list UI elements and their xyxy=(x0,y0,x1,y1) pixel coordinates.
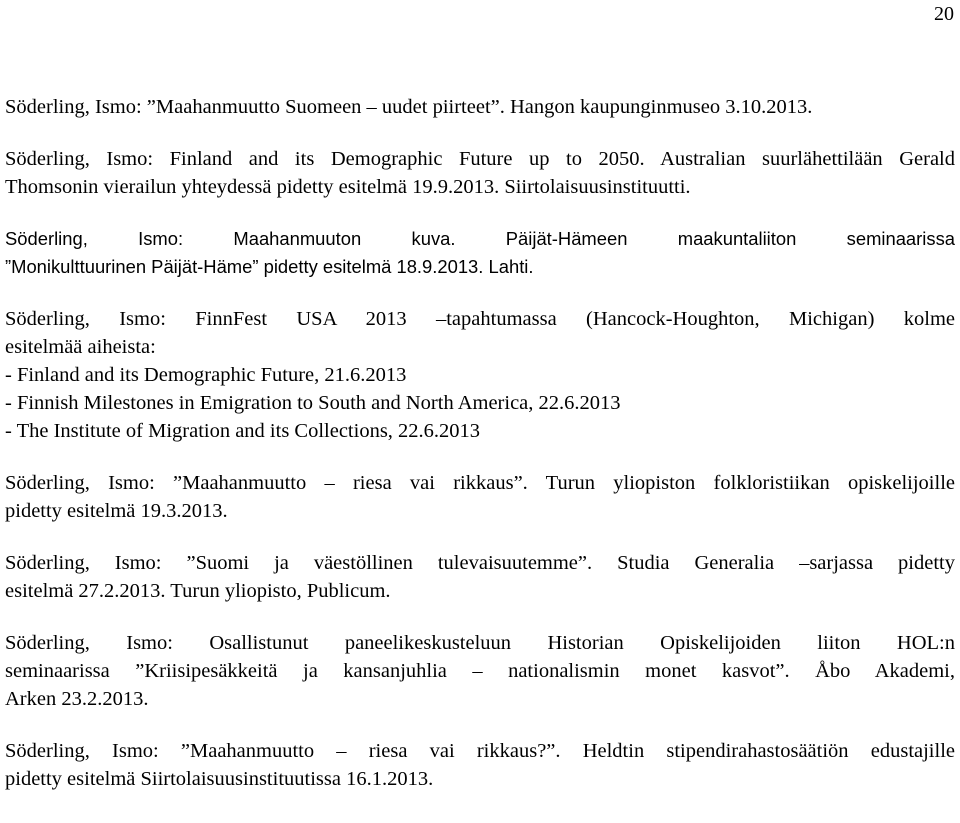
reference-entry-6 xyxy=(5,549,955,605)
entry-line: Söderling, Ismo: Osallistunut paneelikeskusteluun Historian Opiskelijoiden liiton HOL:n xyxy=(5,632,955,654)
entry-line: pidetty esitelmä Siirtolaisuusinstituutissa 16.1.2013. xyxy=(5,768,434,790)
entry-line: ”Monikulttuurinen Päijät-Häme” pidetty esitelmä 18.9.2013. Lahti. xyxy=(5,256,534,277)
entry-line: seminaarissa ”Kriisipesäkkeitä ja kansanjuhlia – nationalismin monet kasvot”. Åbo Akademi, xyxy=(5,660,955,682)
entry-list-item: - Finland and its Demographic Future, 21.6.2013 xyxy=(5,364,407,386)
page-number: 20 xyxy=(934,3,954,25)
entry-line: Söderling, Ismo: ”Maahanmuutto – riesa vai rikkaus”. Turun yliopiston folkloristiikan opiskelijoille xyxy=(5,472,955,494)
entry-line: Thomsonin vierailun yhteydessä pidetty esitelmä 19.9.2013. Siirtolaisuusinstituutti. xyxy=(5,176,691,198)
reference-entry-1 xyxy=(5,93,955,121)
entry-line: Arken 23.2.2013. xyxy=(5,688,149,710)
reference-entry-4 xyxy=(5,305,955,445)
reference-entry-7 xyxy=(5,629,955,713)
entry-line: esitelmä 27.2.2013. Turun yliopisto, Publicum. xyxy=(5,580,391,602)
entry-line: Söderling, Ismo: ”Maahanmuutto – riesa vai rikkaus?”. Heldtin stipendirahastosäätiön edustajille xyxy=(5,740,955,762)
entry-line: esitelmää aiheista: xyxy=(5,336,156,358)
reference-entry-3 xyxy=(5,225,955,281)
entry-line: Söderling, Ismo: ”Maahanmuutto Suomeen – uudet piirteet”. Hangon kaupunginmuseo 3.10.2013. xyxy=(5,96,813,118)
entry-line: Söderling, Ismo: Finland and its Demographic Future up to 2050. Australian suurlähettilään Gerald xyxy=(5,148,955,170)
entry-list-item: - The Institute of Migration and its Collections, 22.6.2013 xyxy=(5,420,481,442)
document-body xyxy=(5,93,955,817)
reference-entry-2 xyxy=(5,145,955,201)
entry-line: Söderling, Ismo: Maahanmuuton kuva. Päijät-Hämeen maakuntaliiton seminaarissa xyxy=(5,228,955,249)
entry-line: Söderling, Ismo: FinnFest USA 2013 –tapahtumassa (Hancock-Houghton, Michigan) kolme xyxy=(5,308,955,330)
entry-list-item: - Finnish Milestones in Emigration to South and North America, 22.6.2013 xyxy=(5,392,621,414)
entry-line: Söderling, Ismo: ”Suomi ja väestöllinen tulevaisuutemme”. Studia Generalia –sarjassa pidetty xyxy=(5,552,955,574)
reference-entry-8 xyxy=(5,737,955,793)
reference-entry-5 xyxy=(5,469,955,525)
entry-line: pidetty esitelmä 19.3.2013. xyxy=(5,500,228,522)
